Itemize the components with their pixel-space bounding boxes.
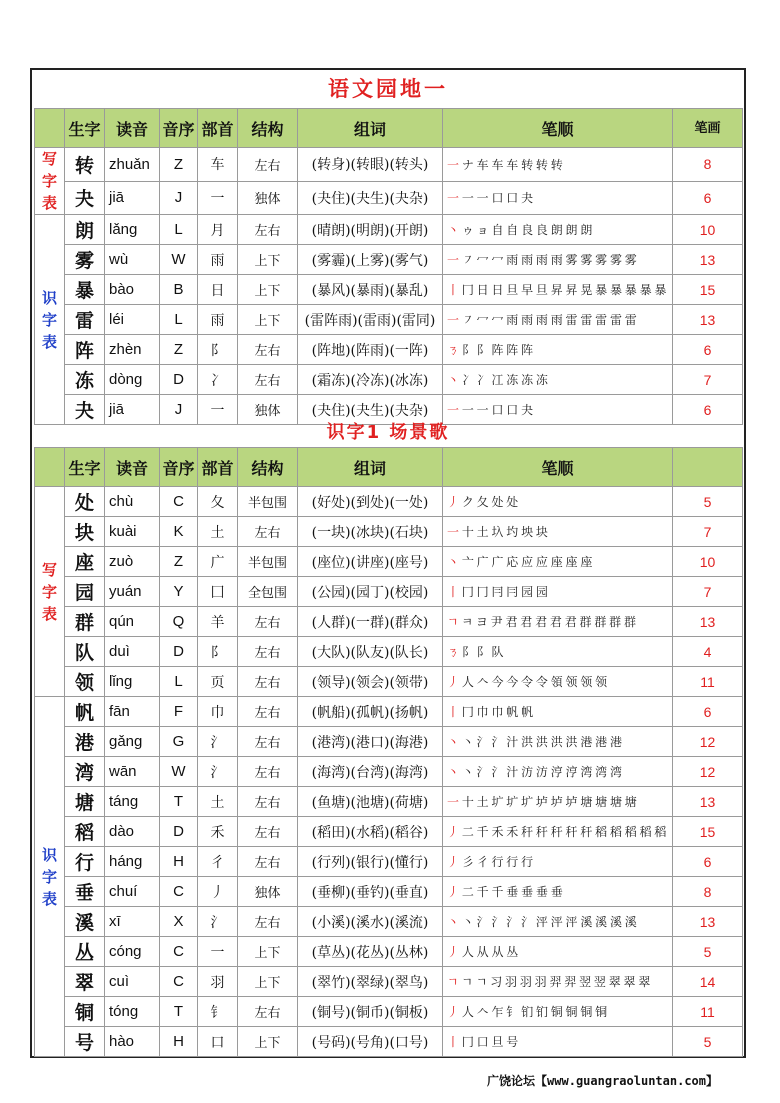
group-label-write (35, 148, 65, 215)
stroke-order-cell: 一 ナ 车 车 车 转 转 转 (443, 148, 673, 182)
pinyin-cell: gǎng (105, 727, 160, 757)
pinyin-cell: duì (105, 637, 160, 667)
stroke-order-cell: 丿 彡 彳 行 行 行 (443, 847, 673, 877)
pinyin-cell: fān (105, 697, 160, 727)
table-row (35, 787, 743, 817)
table-row (35, 697, 743, 727)
radical-cell: 阝 (198, 637, 238, 667)
structure-cell: 左右 (238, 817, 298, 847)
table-row (35, 757, 743, 787)
words-cell: (垂柳)(垂钓)(垂直) (298, 877, 443, 907)
group-label-read (35, 215, 65, 425)
stroke-count-cell: 6 (673, 335, 743, 365)
radical-cell: 页 (198, 667, 238, 697)
stroke-order-cell: 丶 亠 广 广 応 应 应 座 座 座 (443, 547, 673, 577)
table-row (35, 365, 743, 395)
header-char: 生字 (65, 448, 105, 487)
order-cell: L (160, 215, 198, 245)
stroke-order-cell: 丿 二 千 千 垂 垂 垂 垂 (443, 877, 673, 907)
page-title: 语文园地一 (328, 77, 448, 101)
radical-cell: 丿 (198, 877, 238, 907)
radical-cell: 氵 (198, 757, 238, 787)
structure-cell: 上下 (238, 245, 298, 275)
order-cell: H (160, 847, 198, 877)
table-row (35, 275, 743, 305)
structure-cell: 左右 (238, 637, 298, 667)
pinyin-cell: yuán (105, 577, 160, 607)
table-row (35, 937, 743, 967)
char-cell: 园 (65, 577, 105, 607)
table-row (35, 335, 743, 365)
table-row (35, 607, 743, 637)
words-cell: (晴朗)(明朗)(开朗) (298, 215, 443, 245)
words-cell: (海湾)(台湾)(海湾) (298, 757, 443, 787)
stroke-order-cell: 一 ㇇ 冖 冖 雨 雨 雨 雨 雾 雾 雾 雾 雾 (443, 245, 673, 275)
table-row (35, 1027, 743, 1057)
stroke-count-cell: 8 (673, 877, 743, 907)
order-cell: B (160, 275, 198, 305)
group-label-char: 字 (41, 310, 57, 329)
words-cell: (阵地)(阵雨)(一阵) (298, 335, 443, 365)
radical-cell: 氵 (198, 907, 238, 937)
stroke-order-cell: 一 十 土 圦 圴 坱 块 (443, 517, 673, 547)
pinyin-cell: hào (105, 1027, 160, 1057)
pinyin-cell: bào (105, 275, 160, 305)
stroke-order-cell: 丶 丶 氵 氵 汁 汸 汸 涥 涥 湾 湾 湾 (443, 757, 673, 787)
stroke-order-cell: 丨 冂 巾 巾 帆 帆 (443, 697, 673, 727)
table-row (35, 877, 743, 907)
order-cell: C (160, 967, 198, 997)
group-label-char: 字 (41, 172, 57, 190)
table-row (35, 637, 743, 667)
group-label-char: 写 (41, 150, 57, 168)
char-cell: 垂 (65, 877, 105, 907)
group-label-char: 识 (41, 288, 57, 307)
char-cell: 夬 (65, 395, 105, 425)
stroke-order-cell: 丨 冂 日 日 旦 早 旦 昇 昇 晃 暴 暴 暴 暴 暴 (443, 275, 673, 305)
radical-cell: 巾 (198, 697, 238, 727)
stroke-order-cell: 丿 人 从 从 丛 (443, 937, 673, 967)
section-title: 识字1 场景歌 (326, 422, 450, 443)
pinyin-cell: háng (105, 847, 160, 877)
radical-cell: 囗 (198, 577, 238, 607)
stroke-count-cell: 10 (673, 547, 743, 577)
radical-cell: 口 (198, 1027, 238, 1057)
order-cell: Q (160, 607, 198, 637)
table-row (35, 215, 743, 245)
stroke-order-cell: ㄋ 阝 阝 阵 阵 阵 (443, 335, 673, 365)
char-cell: 号 (65, 1027, 105, 1057)
pinyin-cell: tóng (105, 997, 160, 1027)
table-row (35, 967, 743, 997)
words-cell: (人群)(一群)(群众) (298, 607, 443, 637)
order-cell: C (160, 877, 198, 907)
words-cell: (公园)(园丁)(校园) (298, 577, 443, 607)
char-cell: 领 (65, 667, 105, 697)
pinyin-cell: kuài (105, 517, 160, 547)
radical-cell: 羽 (198, 967, 238, 997)
pinyin-cell: chuí (105, 877, 160, 907)
stroke-count-cell: 4 (673, 637, 743, 667)
pinyin-cell: táng (105, 787, 160, 817)
table-header-row (35, 109, 743, 148)
pinyin-cell: jiā (105, 395, 160, 425)
words-cell: (好处)(到处)(一处) (298, 487, 443, 517)
words-cell: (港湾)(港口)(海港) (298, 727, 443, 757)
words-cell: (座位)(讲座)(座号) (298, 547, 443, 577)
stroke-order-cell: 一 一 一 口 口 夬 (443, 395, 673, 425)
order-cell: C (160, 937, 198, 967)
stroke-count-cell: 13 (673, 305, 743, 335)
radical-cell: 广 (198, 547, 238, 577)
group-label-char: 表 (41, 332, 57, 351)
stroke-count-cell: 8 (673, 148, 743, 182)
stroke-count-cell: 6 (673, 395, 743, 425)
stroke-order-cell: 丶 丶 氵 氵 氵 氵 泙 泙 泙 溪 溪 溪 溪 (443, 907, 673, 937)
stroke-count-cell: 12 (673, 727, 743, 757)
char-cell: 溪 (65, 907, 105, 937)
header-stroke-count-empty (673, 448, 743, 487)
char-cell: 港 (65, 727, 105, 757)
stroke-count-cell: 13 (673, 245, 743, 275)
radical-cell: 冫 (198, 365, 238, 395)
structure-cell: 独体 (238, 181, 298, 215)
table-row (35, 817, 743, 847)
structure-cell: 左右 (238, 215, 298, 245)
stroke-count-cell: 6 (673, 697, 743, 727)
stroke-order-cell: 丿 二 千 禾 禾 秆 秆 秆 秆 秆 稻 稻 稻 稻 稻 (443, 817, 673, 847)
words-cell: (夬住)(夬生)(夬杂) (298, 395, 443, 425)
char-cell: 行 (65, 847, 105, 877)
structure-cell: 上下 (238, 967, 298, 997)
radical-cell: 禾 (198, 817, 238, 847)
radical-cell: 一 (198, 937, 238, 967)
group-label-char: 表 (41, 604, 57, 623)
order-cell: K (160, 517, 198, 547)
stroke-count-cell: 12 (673, 757, 743, 787)
pinyin-cell: lǎng (105, 215, 160, 245)
stroke-order-cell: 丿 ク 夂 处 处 (443, 487, 673, 517)
table-row (35, 847, 743, 877)
structure-cell: 上下 (238, 1027, 298, 1057)
order-cell: L (160, 667, 198, 697)
structure-cell: 左右 (238, 607, 298, 637)
pinyin-cell: dào (105, 817, 160, 847)
structure-cell: 左右 (238, 787, 298, 817)
table1-body (35, 148, 743, 425)
order-cell: D (160, 365, 198, 395)
char-cell: 群 (65, 607, 105, 637)
stroke-count-cell: 5 (673, 937, 743, 967)
order-cell: H (160, 1027, 198, 1057)
table-row (35, 517, 743, 547)
header-pinyin: 读音 (105, 109, 160, 148)
pinyin-cell: qún (105, 607, 160, 637)
header-stroke-order: 笔顺 (443, 448, 673, 487)
order-cell: D (160, 637, 198, 667)
stroke-order-cell: ㄱ ㅋ ヨ 尹 君 君 君 君 君 群 群 群 群 (443, 607, 673, 637)
char-cell: 座 (65, 547, 105, 577)
stroke-order-cell: 一 一 一 口 口 夬 (443, 181, 673, 215)
words-cell: (小溪)(溪水)(溪流) (298, 907, 443, 937)
table-header-row (35, 448, 743, 487)
words-cell: (翠竹)(翠绿)(翠鸟) (298, 967, 443, 997)
stroke-count-cell: 7 (673, 517, 743, 547)
table-row (35, 727, 743, 757)
table-row (35, 907, 743, 937)
group-label-char: 字 (41, 867, 57, 886)
order-cell: Y (160, 577, 198, 607)
order-cell: Z (160, 335, 198, 365)
group-label-char: 写 (41, 560, 57, 579)
order-cell: D (160, 817, 198, 847)
stroke-order-cell: 丶 丶 氵 氵 汁 洪 洪 洪 洪 港 港 港 (443, 727, 673, 757)
words-cell: (行列)(银行)(懂行) (298, 847, 443, 877)
order-cell: L (160, 305, 198, 335)
header-radical: 部首 (198, 448, 238, 487)
stroke-order-cell: ㄋ 阝 阝 队 (443, 637, 673, 667)
pinyin-cell: zuò (105, 547, 160, 577)
order-cell: W (160, 757, 198, 787)
pinyin-cell: cóng (105, 937, 160, 967)
header-structure: 结构 (238, 448, 298, 487)
radical-cell: 羊 (198, 607, 238, 637)
stroke-count-cell: 15 (673, 817, 743, 847)
words-cell: (号码)(号角)(口号) (298, 1027, 443, 1057)
table-row (35, 305, 743, 335)
stroke-count-cell: 10 (673, 215, 743, 245)
structure-cell: 左右 (238, 148, 298, 182)
structure-cell: 左右 (238, 997, 298, 1027)
stroke-count-cell: 13 (673, 907, 743, 937)
radical-cell: 彳 (198, 847, 238, 877)
words-cell: (一块)(冰块)(石块) (298, 517, 443, 547)
header-words: 组词 (298, 109, 443, 148)
header-order: 音序 (160, 109, 198, 148)
stroke-count-cell: 7 (673, 365, 743, 395)
stroke-order-cell: 丿 人 𠆢 今 今 令 令 領 领 领 领 (443, 667, 673, 697)
structure-cell: 左右 (238, 667, 298, 697)
structure-cell: 半包围 (238, 547, 298, 577)
order-cell: Z (160, 148, 198, 182)
pinyin-cell: chù (105, 487, 160, 517)
radical-cell: 雨 (198, 305, 238, 335)
order-cell: G (160, 727, 198, 757)
words-cell: (稻田)(水稻)(稻谷) (298, 817, 443, 847)
char-cell: 湾 (65, 757, 105, 787)
stroke-count-cell: 7 (673, 577, 743, 607)
pinyin-cell: dòng (105, 365, 160, 395)
group-label-read (35, 697, 65, 1057)
char-cell: 转 (65, 148, 105, 182)
char-cell: 翠 (65, 967, 105, 997)
stroke-count-cell: 11 (673, 997, 743, 1027)
structure-cell: 左右 (238, 697, 298, 727)
char-cell: 塘 (65, 787, 105, 817)
header-blank (35, 448, 65, 487)
structure-cell: 左右 (238, 757, 298, 787)
pinyin-cell: lǐng (105, 667, 160, 697)
pinyin-cell: léi (105, 305, 160, 335)
order-cell: T (160, 787, 198, 817)
order-cell: J (160, 181, 198, 215)
radical-cell: 夂 (198, 487, 238, 517)
char-cell: 夬 (65, 181, 105, 215)
group-label-char: 表 (41, 194, 57, 212)
stroke-order-cell: ㄱ ㄱ ㄱ 习 羽 羽 羽 羿 羿 翌 翌 翠 翠 翠 (443, 967, 673, 997)
structure-cell: 独体 (238, 395, 298, 425)
words-cell: (领导)(领会)(领带) (298, 667, 443, 697)
char-cell: 暴 (65, 275, 105, 305)
char-cell: 处 (65, 487, 105, 517)
header-blank (35, 109, 65, 148)
stroke-count-cell: 15 (673, 275, 743, 305)
structure-cell: 左右 (238, 727, 298, 757)
table-row (35, 547, 743, 577)
words-cell: (雷阵雨)(雷雨)(雷同) (298, 305, 443, 335)
header-char: 生字 (65, 109, 105, 148)
char-cell: 冻 (65, 365, 105, 395)
char-cell: 块 (65, 517, 105, 547)
words-cell: (鱼塘)(池塘)(荷塘) (298, 787, 443, 817)
radical-cell: 日 (198, 275, 238, 305)
order-cell: T (160, 997, 198, 1027)
radical-cell: 一 (198, 395, 238, 425)
header-pinyin: 读音 (105, 448, 160, 487)
words-cell: (铜号)(铜币)(铜板) (298, 997, 443, 1027)
order-cell: X (160, 907, 198, 937)
pinyin-cell: zhèn (105, 335, 160, 365)
order-cell: J (160, 395, 198, 425)
stroke-count-cell: 13 (673, 787, 743, 817)
header-structure: 结构 (238, 109, 298, 148)
char-cell: 朗 (65, 215, 105, 245)
group-label-char: 表 (41, 889, 57, 908)
char-cell: 丛 (65, 937, 105, 967)
order-cell: F (160, 697, 198, 727)
stroke-count-cell: 6 (673, 181, 743, 215)
structure-cell: 左右 (238, 847, 298, 877)
group-label-char: 识 (41, 845, 57, 864)
header-words: 组词 (298, 448, 443, 487)
structure-cell: 左右 (238, 517, 298, 547)
table-row (35, 181, 743, 215)
stroke-count-cell: 13 (673, 607, 743, 637)
structure-cell: 左右 (238, 365, 298, 395)
table-row (35, 667, 743, 697)
table-yuwen-yuandi (34, 108, 743, 425)
stroke-order-cell: 丨 冂 口 旦 号 (443, 1027, 673, 1057)
group-label-char: 字 (41, 582, 57, 601)
words-cell: (草丛)(花丛)(丛林) (298, 937, 443, 967)
char-cell: 帆 (65, 697, 105, 727)
char-cell: 队 (65, 637, 105, 667)
structure-cell: 半包围 (238, 487, 298, 517)
words-cell: (帆船)(孤帆)(扬帆) (298, 697, 443, 727)
structure-cell: 左右 (238, 335, 298, 365)
stroke-order-cell: 一 ㇇ 冖 冖 雨 雨 雨 雨 雷 雷 雷 雷 雷 (443, 305, 673, 335)
char-cell: 铜 (65, 997, 105, 1027)
stroke-count-cell: 14 (673, 967, 743, 997)
char-cell: 稻 (65, 817, 105, 847)
radical-cell: 车 (198, 148, 238, 182)
words-cell: (雾霾)(上雾)(雾气) (298, 245, 443, 275)
footer-credit: 广饶论坛【www.guangraoluntan.com】 (487, 1074, 718, 1088)
structure-cell: 左右 (238, 907, 298, 937)
words-cell: (大队)(队友)(队长) (298, 637, 443, 667)
table-row (35, 997, 743, 1027)
order-cell: Z (160, 547, 198, 577)
stroke-count-cell: 11 (673, 667, 743, 697)
pinyin-cell: cuì (105, 967, 160, 997)
header-radical: 部首 (198, 109, 238, 148)
header-stroke-order: 笔顺 (443, 109, 673, 148)
pinyin-cell: wān (105, 757, 160, 787)
stroke-order-cell: 丶 ゥ ョ 自 自 良 良 朗 朗 朗 (443, 215, 673, 245)
stroke-order-cell: 丶 冫 冫 冮 冻 冻 冻 (443, 365, 673, 395)
table-row (35, 148, 743, 182)
char-cell: 雾 (65, 245, 105, 275)
table-changjing-ge (34, 447, 743, 1057)
radical-cell: 土 (198, 787, 238, 817)
header-stroke-count: 笔画 (673, 109, 743, 148)
structure-cell: 全包围 (238, 577, 298, 607)
radical-cell: 一 (198, 181, 238, 215)
stroke-order-cell: 丨 冂 冂 冃 冃 园 园 (443, 577, 673, 607)
table-row (35, 245, 743, 275)
radical-cell: 阝 (198, 335, 238, 365)
radical-cell: 雨 (198, 245, 238, 275)
structure-cell: 上下 (238, 275, 298, 305)
structure-cell: 独体 (238, 877, 298, 907)
table-row (35, 487, 743, 517)
header-order: 音序 (160, 448, 198, 487)
stroke-order-cell: 一 十 土 圹 圹 圹 垆 垆 垆 塘 塘 塘 塘 (443, 787, 673, 817)
pinyin-cell: wù (105, 245, 160, 275)
words-cell: (暴风)(暴雨)(暴乱) (298, 275, 443, 305)
pinyin-cell: jiā (105, 181, 160, 215)
stroke-count-cell: 5 (673, 1027, 743, 1057)
stroke-count-cell: 5 (673, 487, 743, 517)
words-cell: (转身)(转眼)(转头) (298, 148, 443, 182)
words-cell: (霜冻)(冷冻)(冰冻) (298, 365, 443, 395)
char-cell: 阵 (65, 335, 105, 365)
radical-cell: 月 (198, 215, 238, 245)
order-cell: W (160, 245, 198, 275)
table-row (35, 577, 743, 607)
table2-body (35, 487, 743, 1057)
group-label-write (35, 487, 65, 697)
pinyin-cell: xī (105, 907, 160, 937)
radical-cell: 氵 (198, 727, 238, 757)
order-cell: C (160, 487, 198, 517)
stroke-count-cell: 6 (673, 847, 743, 877)
radical-cell: 土 (198, 517, 238, 547)
structure-cell: 上下 (238, 937, 298, 967)
stroke-order-cell: 丿 人 𠆢 乍 钅 钔 钔 铜 铜 铜 铜 (443, 997, 673, 1027)
structure-cell: 上下 (238, 305, 298, 335)
words-cell: (夬住)(夬生)(夬杂) (298, 181, 443, 215)
char-cell: 雷 (65, 305, 105, 335)
radical-cell: 钅 (198, 997, 238, 1027)
pinyin-cell: zhuǎn (105, 148, 160, 182)
